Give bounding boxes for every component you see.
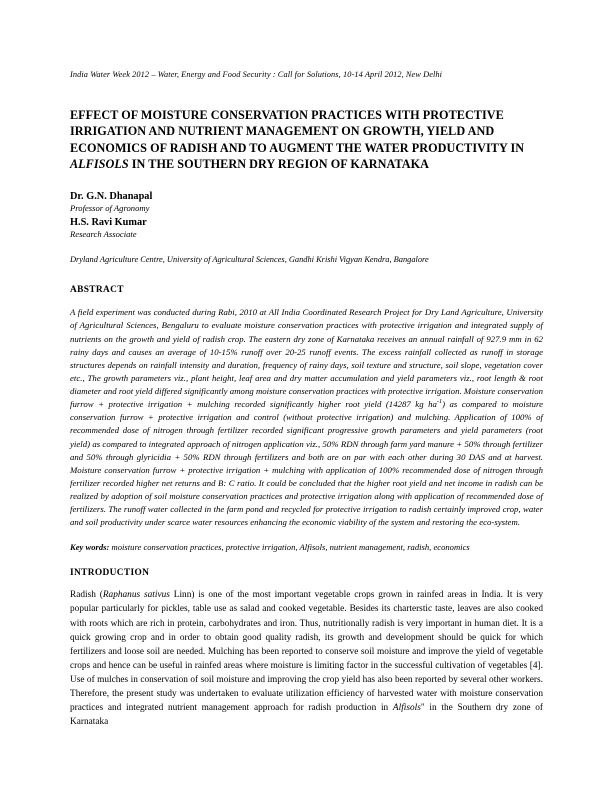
abstract-body bbox=[70, 306, 543, 529]
introduction-heading: INTRODUCTION bbox=[70, 568, 150, 579]
page-title bbox=[70, 107, 543, 173]
intro-species-name: Raphanus sativus bbox=[102, 590, 170, 601]
author-name-1: Dr. G.N. Dhanapal bbox=[70, 190, 153, 202]
author-role-2: Research Associate bbox=[70, 229, 137, 240]
intro-text-part-2: Linn) is one of the most important vegetable crops grown in rainfed areas in India. It is very popular particularly for pickles, table use as salad and cooked vegetable. Besides its charterstic taste, leaves are also cooked with roots which are rich in protein, carbohydrates and iron. Thus, nutritionally radish is very important in human diet. It is a quick growing crop and in order to obtain good quality radish, its growth and development should be quick for which fertilizers and loose soil are needed. Mulching has been reported to conserve soil moisture and improve the yield of vegetable crops and hence can be useful in rainfed areas where moisture is limiting factor in the successful cultivation of vegetables [4]. Use of mulches in conservation of soil moisture and improving the crop yield has also been reported by several other workers. Therefore, the present study was undertaken to evaluate utilization efficiency of harvested water with moisture conservation practices and integrated nutrient management approach for radish production in bbox=[70, 590, 543, 714]
intro-text-part-3: " in the Southern dry zone of Karnataka bbox=[70, 703, 543, 728]
abstract-text-before-superscript: A field experiment was conducted during Rabi, 2010 at All India Coordinated Research Project for Dry Land Agriculture, University of Agricultural Sciences, Bengaluru to evaluate moisture conservation practices with protective irrigation and integrated supply of nutrients on the growth and yield of radish crop. The eastern dry zone of Karnataka receives an annual rainfall of 927.9 mm in 62 rainy days and causes an average of 10-15% runoff over 20-25 runoff events. The excess rainfall collected as runoff in storage structures depends on rainfall intensity and duration, frequency of rainy days, soil texture and structure, soil slope, vegetation cover etc., The growth parameters viz., plant height, leaf area and dry matter accumulation and yield parameters viz., root length & root diameter and root yield differed significantly among moisture conservation practices with protective irrigation. Moisture conservation furrow + protective irrigation + mulching recorded significantly higher root yield (14287 kg ha bbox=[70, 307, 543, 410]
running-head: India Water Week 2012 – Water, Energy and Food Security : Call for Solutions, 10-14 April 2012, New Delhi bbox=[70, 70, 443, 79]
abstract-superscript: -1 bbox=[436, 398, 443, 406]
affiliation: Dryland Agriculture Centre, University of Agricultural Sciences, Gandhi Krishi Vigyan Kendra, Bangalore bbox=[70, 255, 429, 265]
abstract-heading: ABSTRACT bbox=[70, 285, 124, 296]
keywords-list: moisture conservation practices, protective irrigation, Alfisols, nutrient management, radish, economics bbox=[109, 542, 470, 553]
keywords-label: Key words: bbox=[70, 542, 110, 553]
title-part-2: IN THE SOUTHERN DRY REGION OF KARNATAKA bbox=[128, 157, 429, 172]
title-italic-term: ALFISOLS bbox=[70, 157, 129, 172]
intro-text-part-1: Radish ( bbox=[70, 590, 103, 601]
introduction-body bbox=[70, 588, 543, 729]
author-name-2: H.S. Ravi Kumar bbox=[70, 216, 147, 228]
title-part-1: EFFECT OF MOISTURE CONSERVATION PRACTICES WITH PROTECTIVE IRRIGATION AND NUTRIENT MANAGEMENT ON GROWTH, YIELD AND ECONOMICS OF RADISH AND TO AUGMENT THE WATER PRODUCTIVITY IN bbox=[70, 107, 525, 155]
keywords-line bbox=[70, 541, 543, 554]
intro-soil-term: Alfisols bbox=[392, 703, 421, 714]
author-role-1: Professor of Agronomy bbox=[70, 203, 150, 214]
author-block bbox=[70, 190, 543, 241]
abstract-text-after-superscript: ) as compared to moisture conservation furrow + protective irrigation and control (without protective irrigation) and mulching. Application of 100% of recommended dose of nitrogen through fertilizer recorded significant progressive growth parameters and yield parameters (root yield) as compared to integrated approach of nitrogen application viz., 50% RDN through farm yard manure + 50% through fertilizer and 50% through glyricidia + 50% RDN through fertilizers and both are on par with each other during 30 DAS and at harvest. Moisture conservation furrow + protective irrigation + mulching with application of 100% recommended dose of nitrogen through fertilizer recorded higher net returns and B: C ratio. It could be concluded that the higher root yield and net income in radish can be realized by adoption of soil moisture conservation practices and protective irrigation along with application of recommended dose of fertilizers. The runoff water collected in the farm pond and recycled for protective irrigation to radish certainly improved crop, water and soil productivity under scarce water resources enhancing the economic viability of the system and restoring the eco-system. bbox=[70, 399, 544, 528]
